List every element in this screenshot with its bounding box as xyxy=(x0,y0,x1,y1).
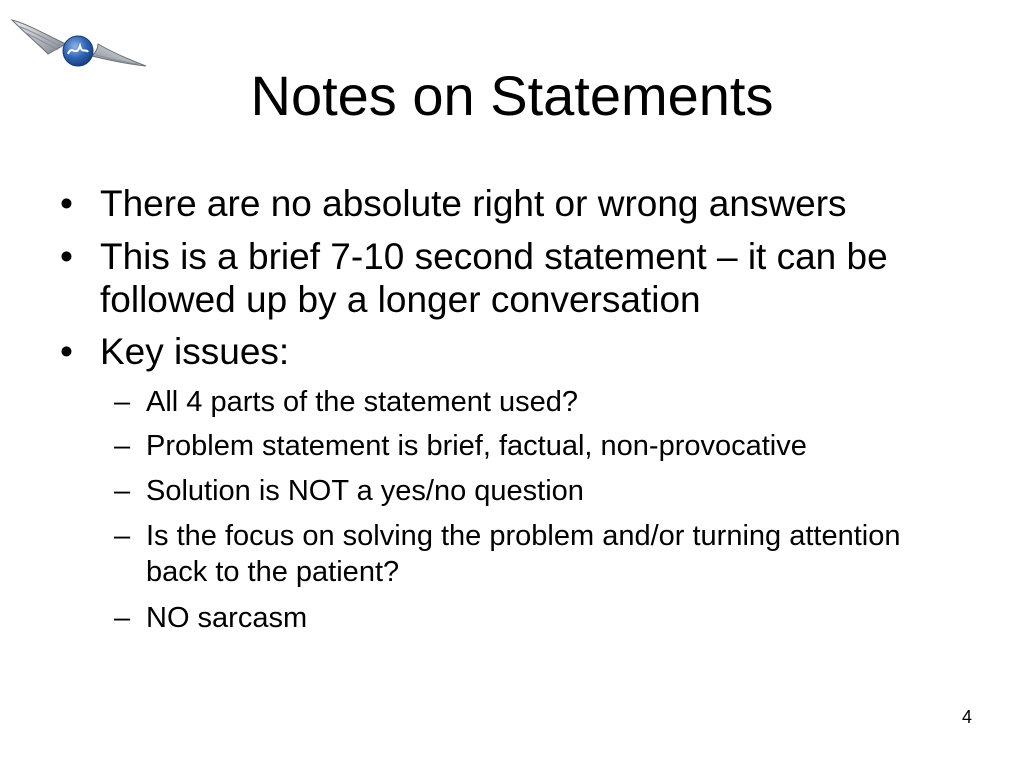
bullet-text: This is a brief 7-10 second statement – it can be followed up by a longer conversation xyxy=(100,236,888,320)
sub-bullet-mark: – xyxy=(114,602,131,634)
slide-title: Notes on Statements xyxy=(250,64,774,127)
bullet-text: Key issues: xyxy=(100,331,290,372)
sub-bullet-mark: – xyxy=(114,430,131,462)
bullet-mark: • xyxy=(60,183,73,224)
sub-bullet-text: Problem statement is brief, factual, non-provocative xyxy=(146,430,807,462)
sub-bullet-text: All 4 parts of the statement used? xyxy=(146,386,579,418)
bullet-text: There are no absolute right or wrong answers xyxy=(100,183,847,224)
sub-bullet-mark: – xyxy=(114,475,131,507)
sub-bullet-text: Is the focus on solving the problem and/or turning attention back to the patient? xyxy=(146,520,901,588)
sub-bullet-text: NO sarcasm xyxy=(146,602,308,634)
sub-bullet-mark: – xyxy=(114,386,131,418)
page-number: 4 xyxy=(961,707,972,727)
sub-bullet-text: Solution is NOT a yes/no question xyxy=(146,475,584,507)
sub-bullet-mark: – xyxy=(114,520,131,552)
bullet-mark: • xyxy=(60,331,73,372)
bullet-mark: • xyxy=(60,236,73,277)
